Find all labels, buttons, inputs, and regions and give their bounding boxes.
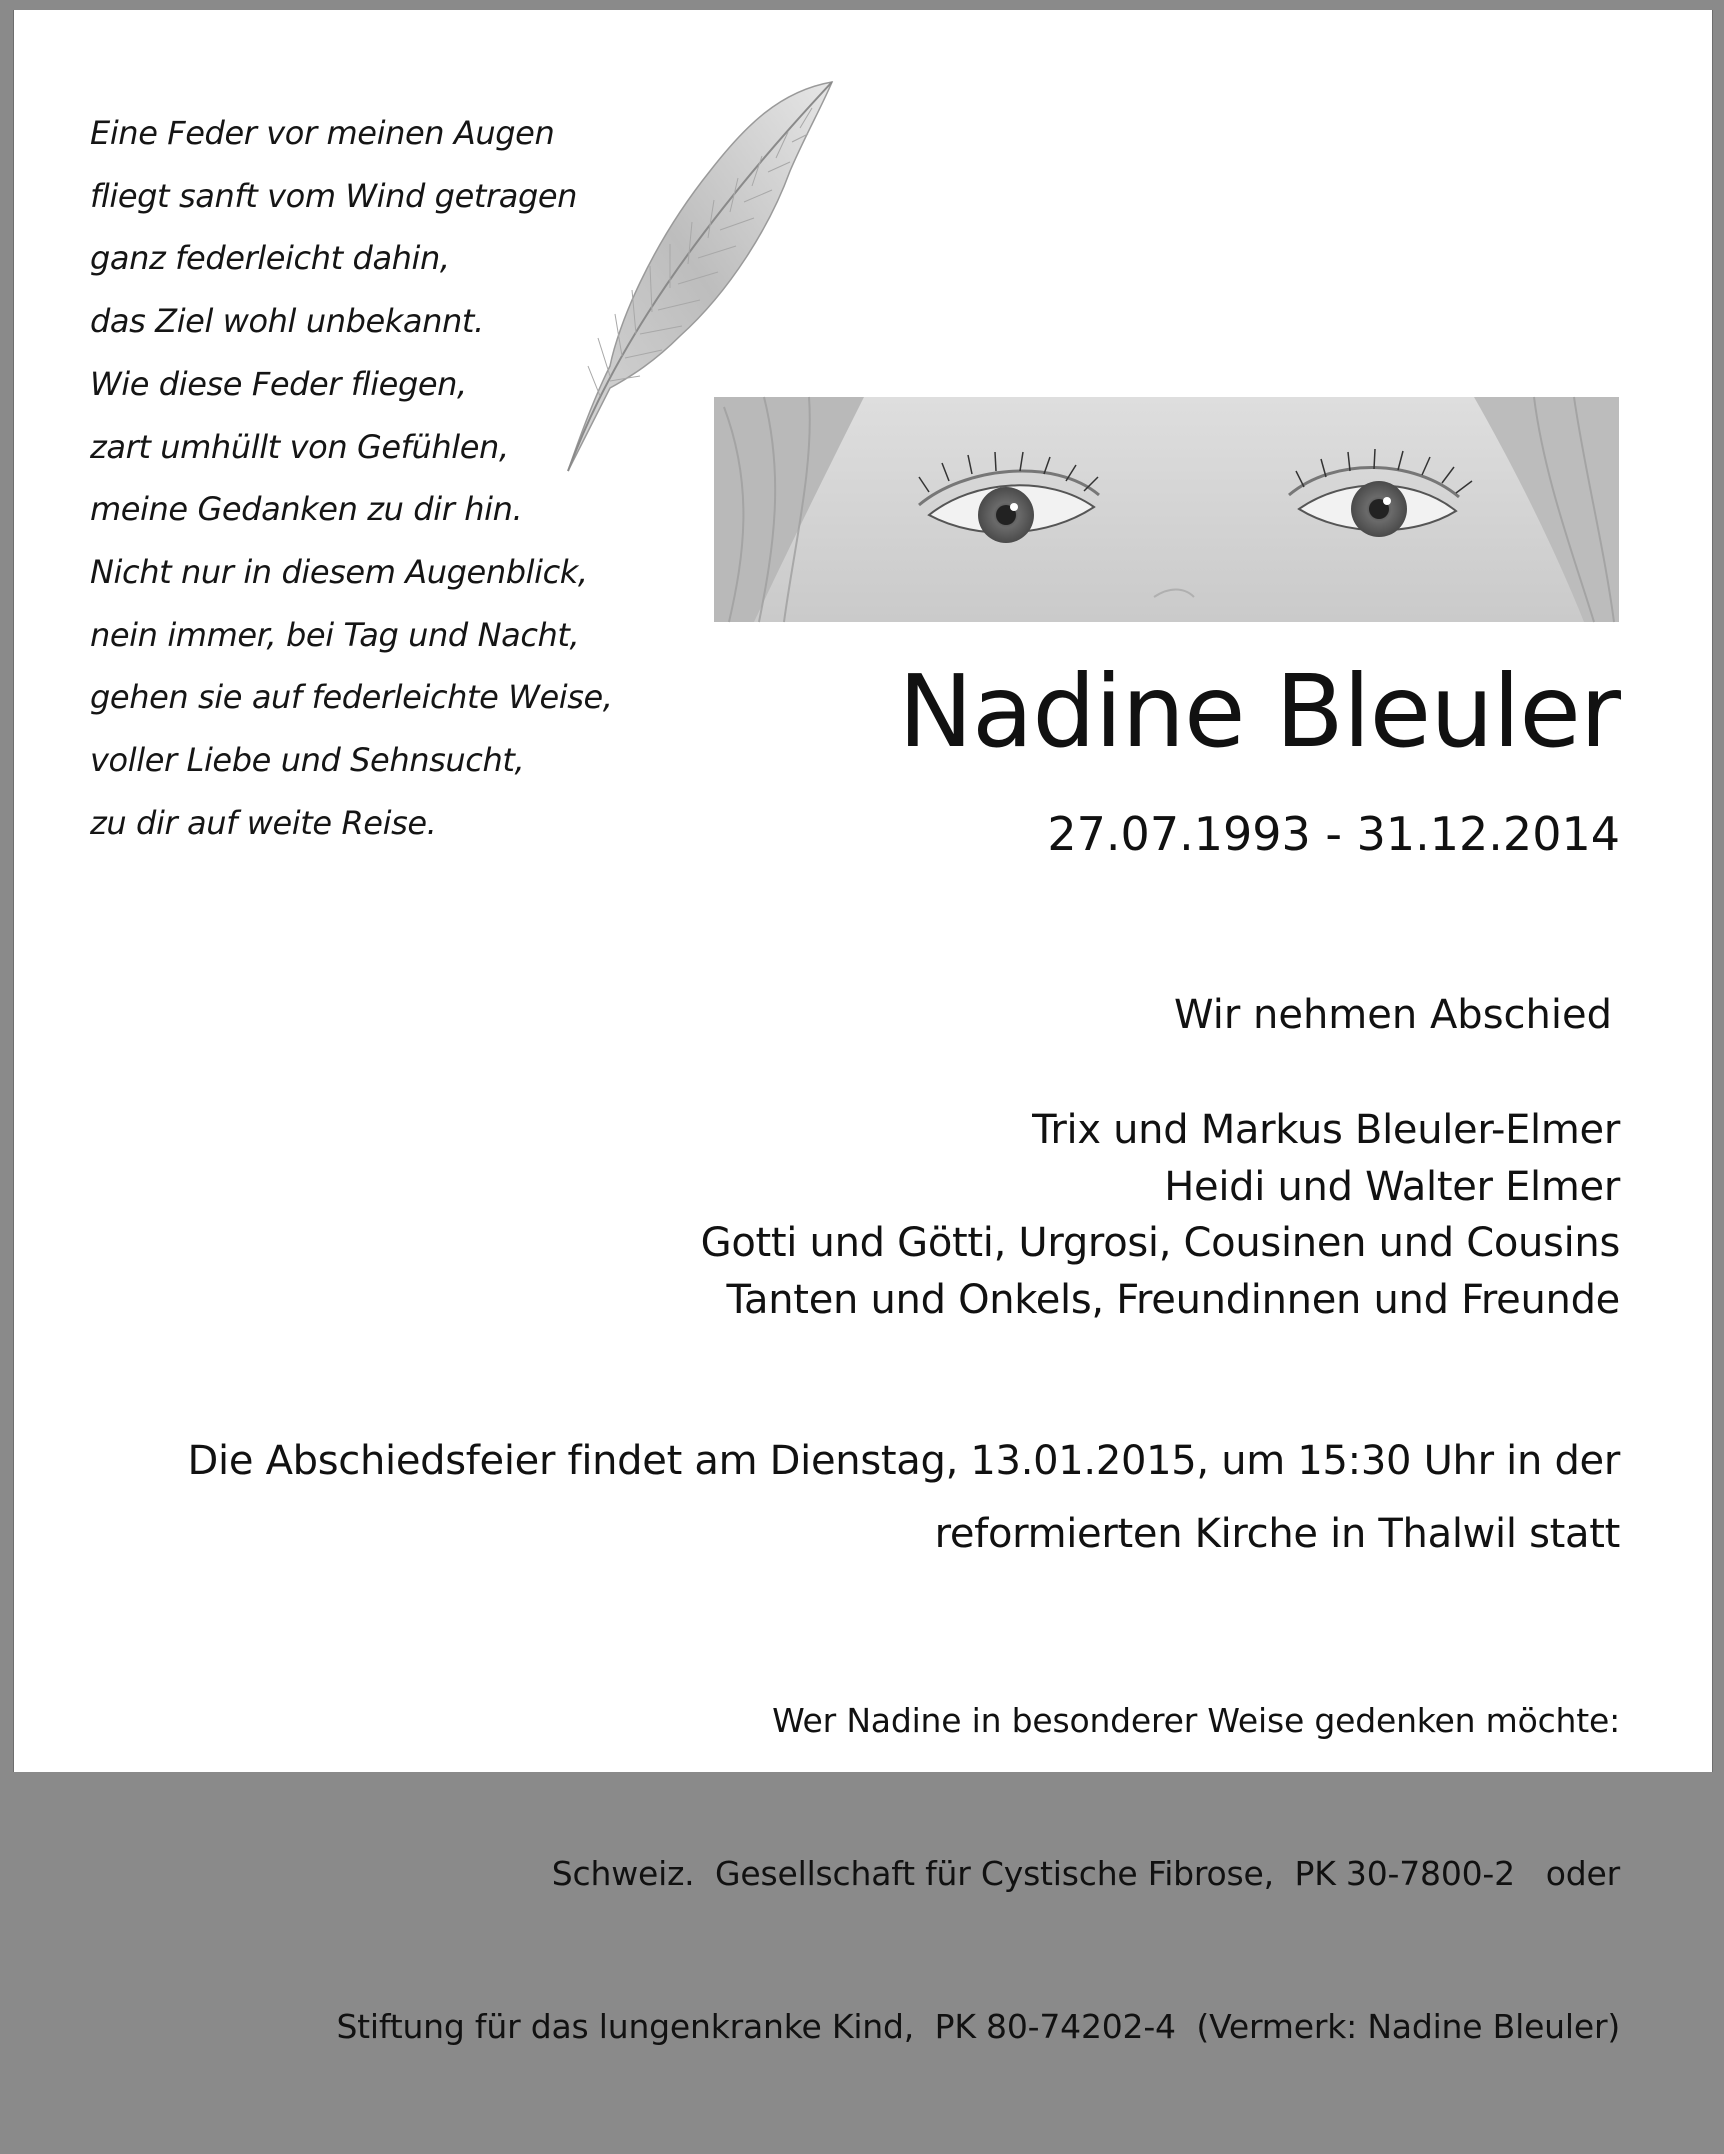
obituary-page xyxy=(13,10,1713,2046)
poem-line: ganz federleicht dahin, xyxy=(90,239,450,278)
poem-line: nein immer, bei Tag und Nacht, xyxy=(90,615,580,654)
poem-line: das Ziel wohl unbekannt. xyxy=(90,302,484,341)
service-notice xyxy=(188,1425,1620,1571)
deceased-name: Nadine Bleuler xyxy=(898,653,1620,770)
life-dates: 27.07.1993 - 31.12.2014 xyxy=(1047,807,1620,861)
donation-line: Wer Nadine in besonderer Weise gedenken möchte: xyxy=(772,1701,1620,1740)
service-line: reformierten Kirche in Thalwil statt xyxy=(934,1511,1620,1557)
mourners-list xyxy=(701,1102,1620,1328)
poem-line: voller Liebe und Sehnsucht, xyxy=(90,741,525,780)
poem-line: zart umhüllt von Gefühlen, xyxy=(90,427,509,466)
mourner-line: Heidi und Walter Elmer xyxy=(1164,1163,1620,1210)
mourner-line: Tanten und Onkels, Freundinnen und Freunde xyxy=(726,1276,1620,1323)
poem-line: zu dir auf weite Reise. xyxy=(90,803,437,842)
poem-line: gehen sie auf federleichte Weise, xyxy=(90,678,613,717)
donation-line: Stiftung für das lungenkranke Kind, PK 80-74202-4 (Vermerk: Nadine Bleuler) xyxy=(336,2007,1620,2046)
mourner-line: Trix und Markus Bleuler-Elmer xyxy=(1032,1107,1620,1153)
mourner-line: Gotti und Götti, Urgrosi, Cousinen und Cousins xyxy=(700,1220,1620,1266)
poem-line: Wie diese Feder fliegen, xyxy=(90,364,467,403)
donation-line: Schweiz. Gesellschaft für Cystische Fibrose, PK 30-7800-2 oder xyxy=(551,1854,1620,1893)
farewell-heading: Wir nehmen Abschied xyxy=(1174,992,1612,1038)
eyes-photo xyxy=(714,397,1619,622)
poem-line: Eine Feder vor meinen Augen xyxy=(90,114,555,152)
poem-line: fliegt sanft vom Wind getragen xyxy=(90,176,578,215)
poem xyxy=(90,102,613,854)
poem-line: meine Gedanken zu dir hin. xyxy=(90,490,523,529)
poem-line: Nicht nur in diesem Augenblick, xyxy=(90,552,588,591)
donation-notice xyxy=(336,1593,1620,2154)
service-line: Die Abschiedsfeier findet am Dienstag, 13.01.2015, um 15:30 Uhr in der xyxy=(187,1438,1620,1484)
